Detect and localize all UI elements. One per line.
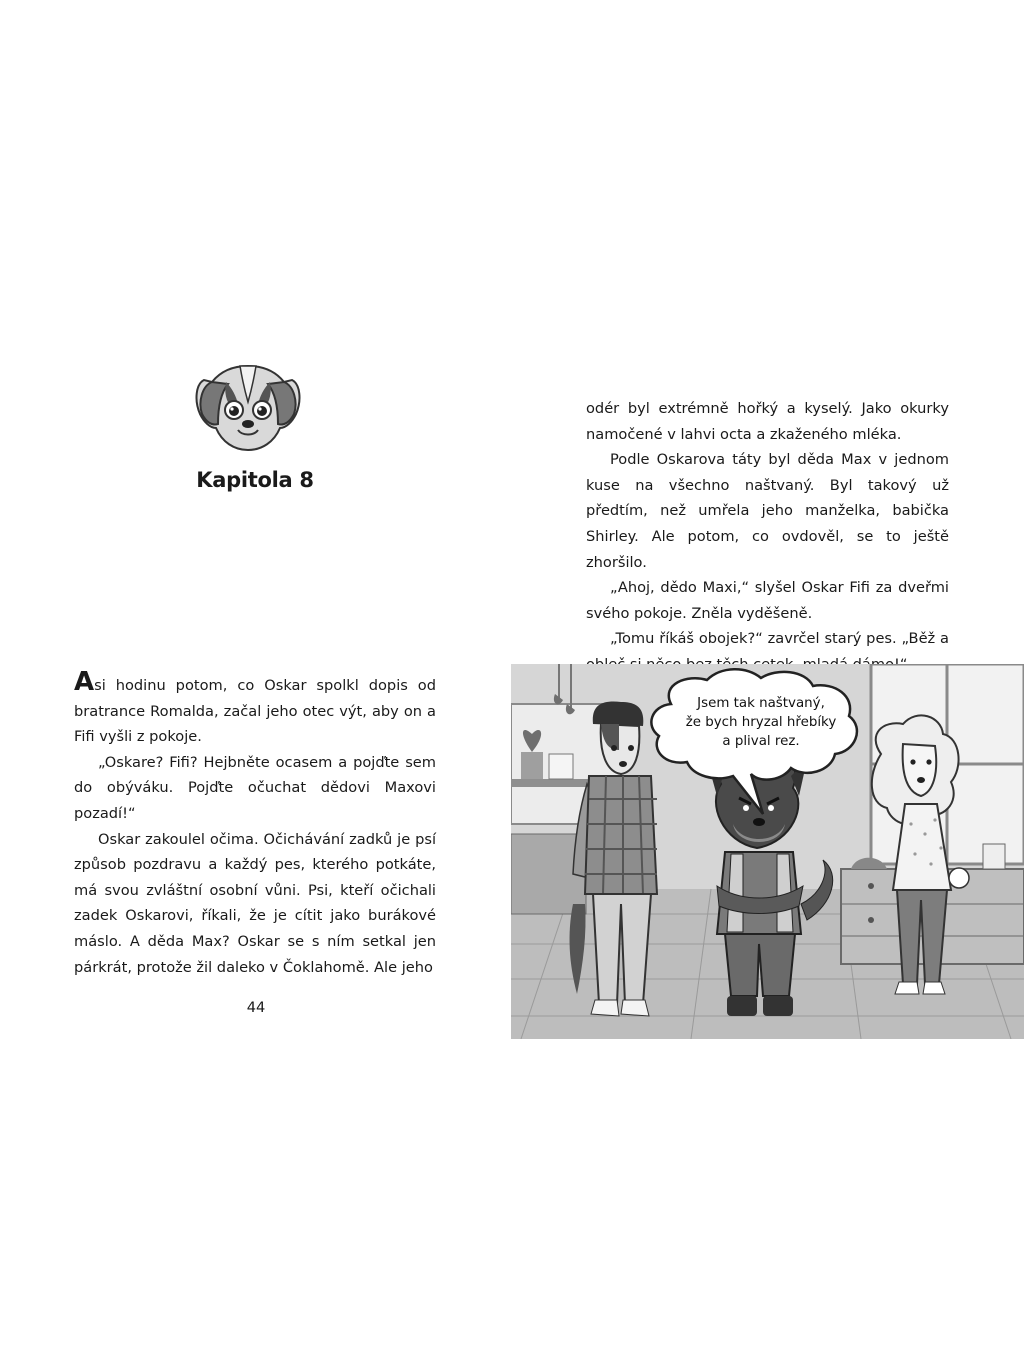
paragraph: odér byl extrémně hořký a kyselý. Jako okurky namočené v lahvi octa a zkaženého mléka. — [586, 400, 949, 443]
paragraph: „Oskare? Fifi? Hejbněte ocasem a pojďte sem do obýváku. Pojďte očuchat dědovi Maxovi pozadí!“ — [74, 753, 436, 822]
chapter-dog-head-icon — [192, 358, 304, 454]
chapter-title: Kapitola 8 — [196, 468, 314, 492]
dropcap: A — [74, 667, 95, 697]
right-page-text — [586, 396, 949, 678]
paragraph: Asi hodinu potom, co Oskar spolkl dopis od bratrance Romalda, začal jeho otec výt, aby on a Fifi vyšli z pokoje. — [74, 667, 436, 746]
paragraph: „Tomu říkáš obojek?“ zavrčel starý pes. „Běž a — [610, 630, 949, 648]
page-number: 44 — [246, 999, 266, 1016]
paragraph: Podle Oskarova táty byl děda Max v jednom kuse na všechno naštvaný. Byl takový už předtím, než umřela jeho manželka, babička Shirley. Ale potom, co ovdověl, se to ještě zhoršilo. — [586, 451, 949, 571]
speech-bubble-text: Jsem tak naštvaný, že bych hryzal hřebíky a plival rez. — [685, 696, 837, 749]
illustration — [511, 664, 1024, 1039]
paragraph: „Ahoj, dědo Maxi,“ slyšel Oskar Fifi za dveřmi svého pokoje. Zněla vyděšeně. — [586, 579, 949, 622]
left-page-text — [74, 667, 436, 980]
paragraph: Oskar zakoulel očima. Očichávání zadků je psí způsob pozdravu a každý pes, kterého potkáte, má svou zvláštní osobní vůni. Psi, kteří očichali zadek Oskarovi, říkali, že je cítit jako burákové máslo. A děda Max? Oskar se s ním setkal jen párkrát, protože žil daleko v Čoklahomě. Ale jeho — [74, 830, 436, 976]
